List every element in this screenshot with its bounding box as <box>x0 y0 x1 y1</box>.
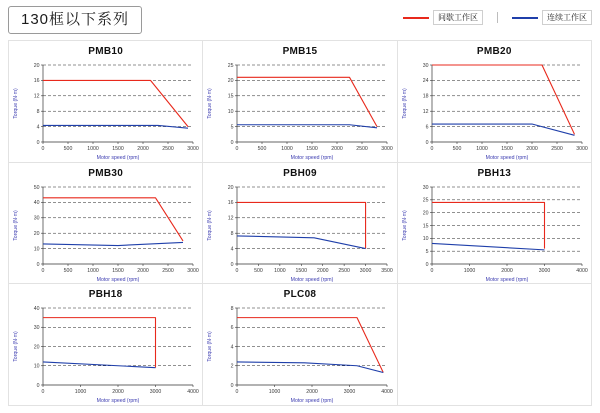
legend-label-intermittent: 间歇工作区 <box>433 10 483 25</box>
svg-text:1000: 1000 <box>281 146 294 152</box>
svg-text:1500: 1500 <box>112 267 124 274</box>
chart-plot <box>203 300 397 405</box>
svg-text:8: 8 <box>230 230 234 237</box>
svg-text:30: 30 <box>422 184 429 191</box>
svg-text:1000: 1000 <box>269 389 281 396</box>
svg-text:2000: 2000 <box>137 146 149 152</box>
svg-text:12: 12 <box>228 215 234 222</box>
chart-title: PMB20 <box>476 46 512 57</box>
svg-text:3000: 3000 <box>187 267 199 274</box>
svg-text:10: 10 <box>228 109 234 115</box>
chart-plot <box>9 179 203 284</box>
svg-text:Torque (N·m): Torque (N·m) <box>13 209 19 241</box>
svg-text:Motor speed (rpm): Motor speed (rpm) <box>96 155 140 161</box>
svg-text:2500: 2500 <box>162 146 174 152</box>
svg-text:0: 0 <box>41 389 45 396</box>
svg-text:50: 50 <box>33 184 40 191</box>
svg-text:2000: 2000 <box>112 389 124 396</box>
svg-text:500: 500 <box>63 267 73 274</box>
svg-text:5: 5 <box>425 248 429 255</box>
svg-text:0: 0 <box>235 389 239 396</box>
svg-text:0: 0 <box>425 139 429 146</box>
svg-text:20: 20 <box>33 62 40 69</box>
svg-text:0: 0 <box>235 267 239 274</box>
svg-text:2500: 2500 <box>550 146 563 152</box>
svg-text:Torque (N·m): Torque (N·m) <box>401 209 408 241</box>
svg-text:2000: 2000 <box>525 146 538 152</box>
svg-text:0: 0 <box>36 261 40 268</box>
svg-text:500: 500 <box>258 146 267 152</box>
chart-plot <box>398 57 592 162</box>
svg-text:3000: 3000 <box>538 267 550 274</box>
chart-cell-pmb10 <box>9 41 203 163</box>
svg-text:30: 30 <box>422 62 429 69</box>
svg-text:20: 20 <box>228 184 234 191</box>
svg-text:15: 15 <box>422 222 429 229</box>
svg-text:1000: 1000 <box>87 146 99 152</box>
svg-text:4000: 4000 <box>381 389 394 396</box>
svg-text:2000: 2000 <box>306 389 319 396</box>
svg-text:5: 5 <box>230 124 234 131</box>
svg-text:Motor speed (rpm): Motor speed (rpm) <box>290 276 334 283</box>
chart-plot <box>203 57 397 162</box>
svg-text:1000: 1000 <box>74 389 87 396</box>
svg-text:18: 18 <box>422 93 429 100</box>
chart-title: PBH13 <box>477 167 512 179</box>
svg-text:0: 0 <box>36 383 40 390</box>
svg-text:Torque (N·m): Torque (N·m) <box>401 88 408 119</box>
svg-text:4000: 4000 <box>187 389 199 396</box>
svg-text:2500: 2500 <box>356 146 369 152</box>
chart-title: PBH09 <box>283 167 317 179</box>
svg-text:1500: 1500 <box>295 267 308 274</box>
chart-cell-pbh13 <box>398 163 592 285</box>
legend-label-continuous: 连续工作区 <box>542 10 592 25</box>
chart-title: PBH18 <box>88 289 123 301</box>
svg-text:2000: 2000 <box>137 267 149 274</box>
legend-item-continuous <box>512 10 592 25</box>
svg-text:500: 500 <box>254 267 264 274</box>
chart-cell-plc08 <box>203 284 397 406</box>
chart-title: PMB10 <box>88 46 124 57</box>
svg-text:0: 0 <box>36 139 40 146</box>
svg-text:Motor speed (rpm): Motor speed (rpm) <box>96 398 140 405</box>
svg-text:1000: 1000 <box>87 267 99 274</box>
svg-text:4: 4 <box>36 124 40 131</box>
svg-text:20: 20 <box>33 230 40 237</box>
svg-text:500: 500 <box>452 146 461 152</box>
svg-text:20: 20 <box>422 210 429 217</box>
svg-text:40: 40 <box>33 306 40 313</box>
chart-cell-empty <box>398 284 592 406</box>
svg-text:3000: 3000 <box>381 146 394 152</box>
chart-plot <box>9 300 203 405</box>
svg-text:0: 0 <box>230 139 234 146</box>
svg-text:3500: 3500 <box>381 267 394 274</box>
svg-text:Torque (N·m): Torque (N·m) <box>207 209 214 241</box>
svg-text:Torque (N·m): Torque (N·m) <box>207 88 214 119</box>
svg-text:3000: 3000 <box>360 267 372 274</box>
svg-text:1000: 1000 <box>274 267 286 274</box>
svg-text:0: 0 <box>430 267 434 274</box>
svg-text:10: 10 <box>422 235 429 242</box>
svg-text:Torque (N·m): Torque (N·m) <box>13 88 19 119</box>
svg-text:20: 20 <box>228 78 234 85</box>
svg-text:Torque (N·m): Torque (N·m) <box>13 331 19 363</box>
svg-text:3000: 3000 <box>187 146 199 152</box>
legend-swatch-continuous <box>512 17 538 19</box>
svg-text:0: 0 <box>230 261 234 268</box>
svg-text:1000: 1000 <box>463 267 475 274</box>
svg-text:0: 0 <box>230 383 234 390</box>
svg-text:10: 10 <box>33 363 40 370</box>
svg-text:0: 0 <box>41 267 45 274</box>
svg-text:0: 0 <box>425 261 429 268</box>
svg-text:6: 6 <box>230 325 234 332</box>
legend-swatch-intermittent <box>403 17 429 19</box>
svg-text:30: 30 <box>33 325 40 332</box>
svg-text:3000: 3000 <box>344 389 356 396</box>
chart-plot <box>9 57 203 162</box>
svg-text:40: 40 <box>33 199 40 206</box>
svg-text:15: 15 <box>228 93 234 100</box>
page-title: 130框以下系列 <box>8 6 142 34</box>
svg-text:4000: 4000 <box>575 267 588 274</box>
svg-text:20: 20 <box>33 344 40 351</box>
svg-text:0: 0 <box>235 146 239 152</box>
svg-text:2500: 2500 <box>338 267 351 274</box>
svg-text:24: 24 <box>422 78 429 85</box>
svg-text:1500: 1500 <box>306 146 319 152</box>
svg-text:2000: 2000 <box>331 146 344 152</box>
legend-item-intermittent <box>403 10 483 25</box>
svg-text:0: 0 <box>430 146 434 152</box>
svg-text:1500: 1500 <box>500 146 513 152</box>
svg-text:Motor speed (rpm): Motor speed (rpm) <box>485 276 528 283</box>
svg-text:1000: 1000 <box>475 146 488 152</box>
svg-text:2500: 2500 <box>162 267 174 274</box>
svg-text:6: 6 <box>425 124 429 131</box>
svg-text:Motor speed (rpm): Motor speed (rpm) <box>485 155 528 161</box>
svg-text:10: 10 <box>33 246 40 253</box>
svg-text:16: 16 <box>33 78 40 85</box>
chart-cell-pmb15 <box>203 41 397 163</box>
svg-text:Torque (N·m): Torque (N·m) <box>207 331 214 363</box>
svg-text:500: 500 <box>63 146 73 152</box>
svg-text:12: 12 <box>33 93 40 100</box>
svg-text:8: 8 <box>230 306 234 313</box>
chart-plot <box>203 179 397 284</box>
legend-divider <box>497 12 498 23</box>
svg-text:12: 12 <box>422 109 429 115</box>
svg-text:2000: 2000 <box>500 267 513 274</box>
svg-text:4: 4 <box>230 344 234 351</box>
svg-text:16: 16 <box>228 199 234 206</box>
chart-title: PMB30 <box>88 167 124 179</box>
chart-grid <box>8 40 592 406</box>
svg-text:30: 30 <box>33 215 40 222</box>
svg-text:25: 25 <box>228 62 234 69</box>
legend <box>403 10 592 25</box>
svg-text:2: 2 <box>230 363 234 370</box>
chart-cell-pbh09 <box>203 163 397 285</box>
chart-plot <box>398 179 592 284</box>
chart-title: PLC08 <box>283 289 317 301</box>
svg-text:25: 25 <box>422 197 429 204</box>
chart-cell-pmb30 <box>9 163 203 285</box>
svg-text:0: 0 <box>41 146 45 152</box>
svg-text:Motor speed (rpm): Motor speed (rpm) <box>290 398 334 405</box>
svg-text:8: 8 <box>36 109 40 115</box>
svg-text:Motor speed (rpm): Motor speed (rpm) <box>96 276 140 283</box>
svg-text:4: 4 <box>230 246 234 253</box>
svg-text:3000: 3000 <box>575 146 588 152</box>
svg-text:2000: 2000 <box>317 267 329 274</box>
chart-cell-pbh18 <box>9 284 203 406</box>
svg-text:3000: 3000 <box>149 389 162 396</box>
svg-text:1500: 1500 <box>112 146 124 152</box>
svg-text:Motor speed (rpm): Motor speed (rpm) <box>290 155 334 161</box>
chart-cell-pmb20 <box>398 41 592 163</box>
chart-title: PMB15 <box>282 46 318 57</box>
